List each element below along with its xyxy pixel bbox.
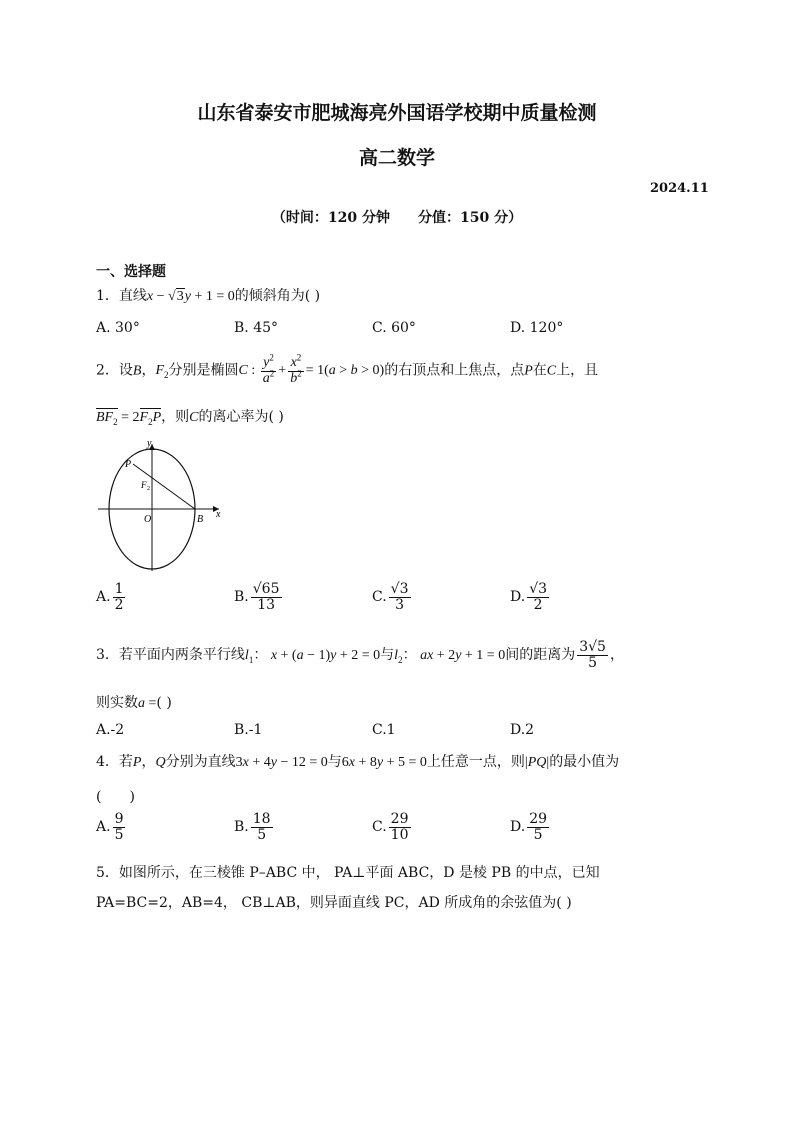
question-text: 上，且	[556, 362, 599, 379]
option-d	[510, 812, 551, 842]
line-l2: $l_2$： ax + 2y + 1 = 0	[394, 648, 506, 665]
fraction-denominator: 10	[390, 826, 409, 843]
point-f2-label: F	[141, 480, 147, 490]
fraction-denominator: 2	[114, 596, 124, 613]
fraction-numerator: 9	[114, 811, 124, 827]
question-text: ，则	[161, 409, 190, 425]
option-label: D.	[510, 589, 526, 606]
fraction-numerator: √65	[252, 581, 280, 597]
vector-equation: $BF_2 = 2F_2P$	[96, 410, 162, 427]
option-a	[96, 812, 127, 842]
punct: ，	[609, 647, 624, 664]
question-text: 的离心率为( )	[198, 409, 284, 425]
question-text: 的右顶点和上焦点，点	[384, 362, 525, 379]
option-label: D.	[510, 819, 526, 836]
fraction-numerator: √3	[529, 581, 548, 597]
question-number: 5．	[96, 865, 119, 881]
question-text: 若	[118, 754, 133, 770]
fraction-numerator: 29	[529, 811, 548, 827]
question-number: 1．	[96, 288, 119, 304]
question-text: 的倾斜角为( )	[234, 288, 321, 304]
question-text: 分别为直线	[165, 754, 236, 770]
question-text: 的最小值为	[549, 754, 620, 770]
document-title: 山东省泰安市肥城海亮外国语学校期中质量检测	[197, 102, 597, 124]
equation: x − √3y + 1 = 0	[146, 289, 235, 304]
question-text: ( )	[156, 695, 172, 711]
fraction-denominator: 5	[533, 826, 543, 843]
exam-date: 2024.11	[650, 181, 709, 196]
time-score-info: （时间：120 分钟 分值：150 分）	[271, 210, 523, 226]
question-text: 上任意一点，则	[426, 754, 525, 770]
option-label: B.	[234, 589, 249, 606]
fraction-numerator: √3	[390, 581, 409, 597]
option-a	[96, 582, 127, 612]
fraction-denominator: 13	[257, 596, 276, 613]
punct: ，	[141, 362, 156, 379]
line-1: 3x + 4y − 12 = 0	[235, 755, 328, 770]
question-text: 直线	[118, 288, 147, 304]
question-3	[96, 640, 624, 670]
distance-pq: |PQ|	[524, 755, 550, 770]
option-a: A. 30°	[96, 320, 140, 336]
origin-label: O	[144, 514, 152, 525]
question-5-line2: PA=BC=2，AB=4， CB⊥AB，则异面直线 PC，AD 所成角的余弦值为( )	[96, 895, 572, 911]
line-l1: $l_1$： x + (a − 1)y + 2 = 0	[244, 648, 381, 665]
question-3-line2	[96, 692, 172, 712]
option-d: D. 120°	[510, 320, 564, 336]
question-text: 则实数	[96, 695, 138, 711]
option-b	[234, 812, 275, 842]
section-heading: 一、选择题	[96, 264, 166, 280]
question-text: 与	[327, 754, 342, 770]
question-4	[96, 751, 619, 771]
option-label: A.	[96, 589, 111, 606]
x-label: x	[216, 509, 221, 520]
option-a: A.-2	[96, 722, 125, 738]
question-number: 4．	[96, 754, 119, 770]
option-label: A.	[96, 819, 111, 836]
fraction-numerator: 3√5	[579, 639, 606, 655]
y-label: y	[147, 438, 152, 449]
option-c: C. 60°	[372, 320, 416, 336]
fraction-numerator: 29	[390, 811, 409, 827]
question-text: 在	[532, 362, 547, 379]
point-b-label: B	[197, 514, 204, 525]
point-label: P	[524, 363, 533, 379]
option-b: B. 45°	[234, 320, 279, 336]
fraction-denominator: 5	[257, 826, 267, 843]
option-label: C.	[372, 589, 387, 606]
question-text: 若平面内两条平行线	[118, 647, 245, 664]
question-text: 间的距离为	[505, 647, 576, 664]
line-2: 6x + 8y + 5 = 0	[341, 755, 427, 770]
option-b	[234, 582, 284, 612]
fraction-denominator: 5	[588, 654, 598, 671]
option-label: C.	[372, 819, 387, 836]
option-c	[372, 582, 413, 612]
option-c: C.1	[372, 722, 396, 738]
ellipse-equation: C : $\frac{y^2}{a^2}$ + $\frac{x^2}{b^2}$ = 1(a > b > 0)	[238, 352, 385, 386]
curve-label: C	[189, 410, 199, 425]
point-p-label: P	[125, 459, 132, 470]
fraction-numerator: 1	[114, 581, 124, 597]
question-2-line2	[96, 406, 284, 426]
question-1	[96, 285, 320, 305]
label-text: F	[155, 363, 165, 379]
question-2	[96, 352, 599, 386]
question-text: 设	[118, 362, 133, 379]
question-text: 分别是椭圆	[168, 362, 239, 379]
f2-subscript: 2	[147, 486, 150, 492]
ellipse-figure	[95, 436, 230, 576]
option-label: B.	[234, 819, 249, 836]
document-subtitle: 高二数学	[358, 147, 435, 169]
fraction-denominator: 5	[114, 826, 124, 843]
option-d: D.2	[510, 722, 535, 738]
fraction-numerator: 18	[252, 811, 271, 827]
curve-label: C	[546, 363, 557, 379]
option-d	[510, 582, 551, 612]
fraction-denominator: 3	[395, 596, 405, 613]
question-text: 如图所示，在三棱锥 P–ABC 中， PA⊥平面 ABC，D 是棱 PB 的中点，已知	[118, 865, 600, 881]
question-number: 2．	[96, 362, 119, 379]
option-b: B.-1	[234, 722, 263, 738]
point-label: $F_2$	[155, 363, 169, 381]
question-text: 与	[380, 647, 395, 664]
question-5	[96, 862, 600, 882]
fraction-denominator: 2	[533, 596, 543, 613]
expression: a =	[138, 696, 157, 711]
option-c	[372, 812, 413, 842]
point-label: B	[132, 363, 142, 379]
question-number: 3．	[96, 647, 119, 664]
answer-parentheses: ( )	[96, 789, 135, 805]
points: P，Q	[132, 755, 166, 770]
